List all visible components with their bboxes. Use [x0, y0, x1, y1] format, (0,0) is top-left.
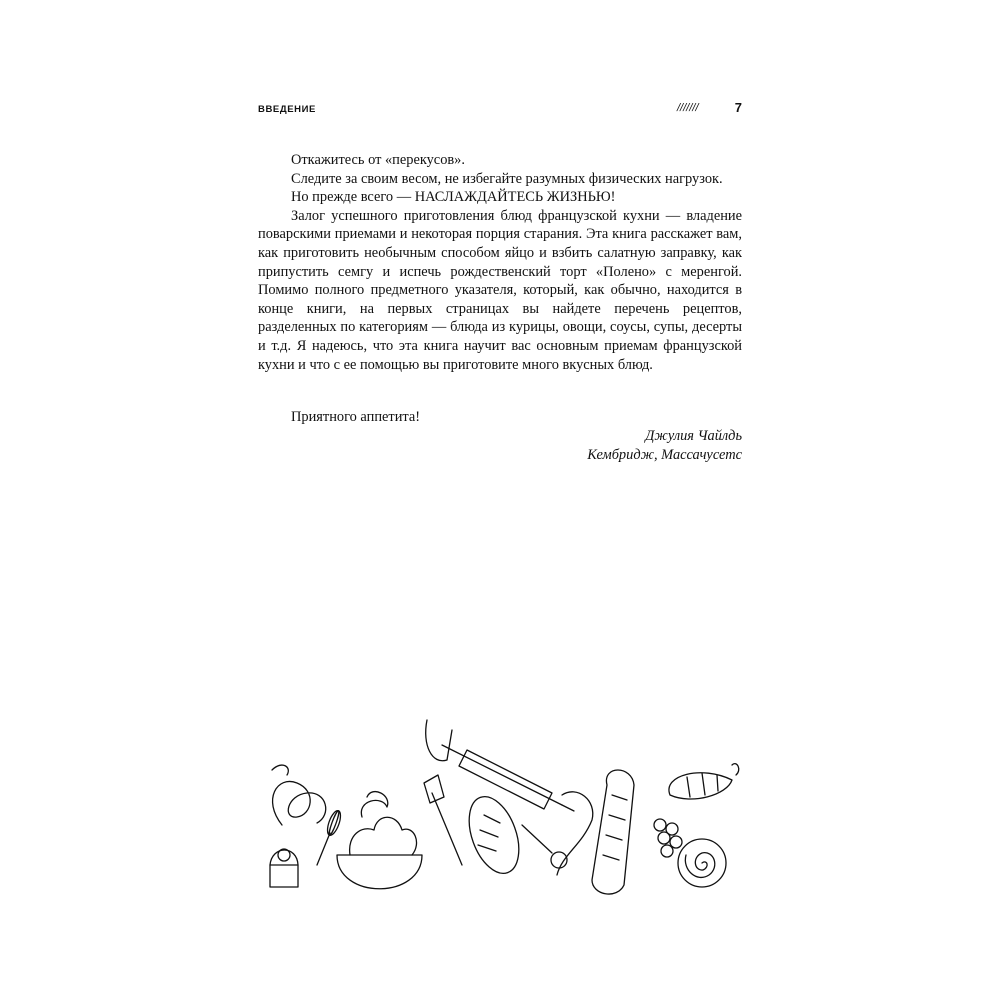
decorative-slashes: ///////	[675, 102, 700, 114]
paragraph-1: Откажитесь от «перекусов».	[291, 152, 465, 168]
author-place: Кембридж, Массачусетс	[587, 446, 742, 463]
signature	[587, 427, 742, 464]
cinnamon-roll-icon	[678, 839, 726, 887]
bread-loaf-icon	[460, 790, 529, 880]
paragraph-2: Следите за своим весом, не избегайте разумных физических нагрузок.	[291, 170, 723, 187]
whisk-icon	[317, 809, 343, 865]
running-header	[258, 100, 742, 120]
section-title: ВВЕДЕНИЕ	[258, 104, 316, 115]
author-name: Джулия Чайлдь	[645, 428, 742, 444]
ladle-icon	[522, 825, 567, 868]
kitchen-line-illustration	[262, 705, 742, 905]
bowl-icon	[337, 792, 422, 889]
paragraph-4: Залог успешного приготовления блюд французской кухни — владение поварскими приемами и некоторая порция старания. Эта книга расскажет вам, как приготовить необычным способом яйцо и взбить салатную заправку, как припустить семгу и испечь рождественский торт «Полено» с меренгой. Помимо полного предметного указателя, который, как обычно, находится в конце книги, на первых страницах вы найдете перечень рецептов, разделенных по категориям — блюда из курицы, овощи, соусы, супы, десерты и т.д. Я надеюсь, что эта книга научит вас основным приемам французской кухни и что с ее помощью вы приготовите много вкусных блюд.	[258, 207, 742, 373]
croissant-icon	[669, 764, 739, 799]
basket-icon	[270, 849, 298, 887]
page-number: 7	[734, 100, 742, 115]
spatula-icon	[424, 775, 462, 865]
pretzel-icon	[272, 765, 326, 825]
baguette-icon	[592, 770, 634, 894]
body-text	[258, 151, 742, 374]
rolling-pin-icon	[426, 720, 593, 875]
grapes-icon	[654, 819, 682, 857]
paragraph-3: Но прежде всего — НАСЛАЖДАЙТЕСЬ ЖИЗНЬЮ!	[291, 189, 616, 206]
closing-line: Приятного аппетита!	[291, 409, 421, 425]
